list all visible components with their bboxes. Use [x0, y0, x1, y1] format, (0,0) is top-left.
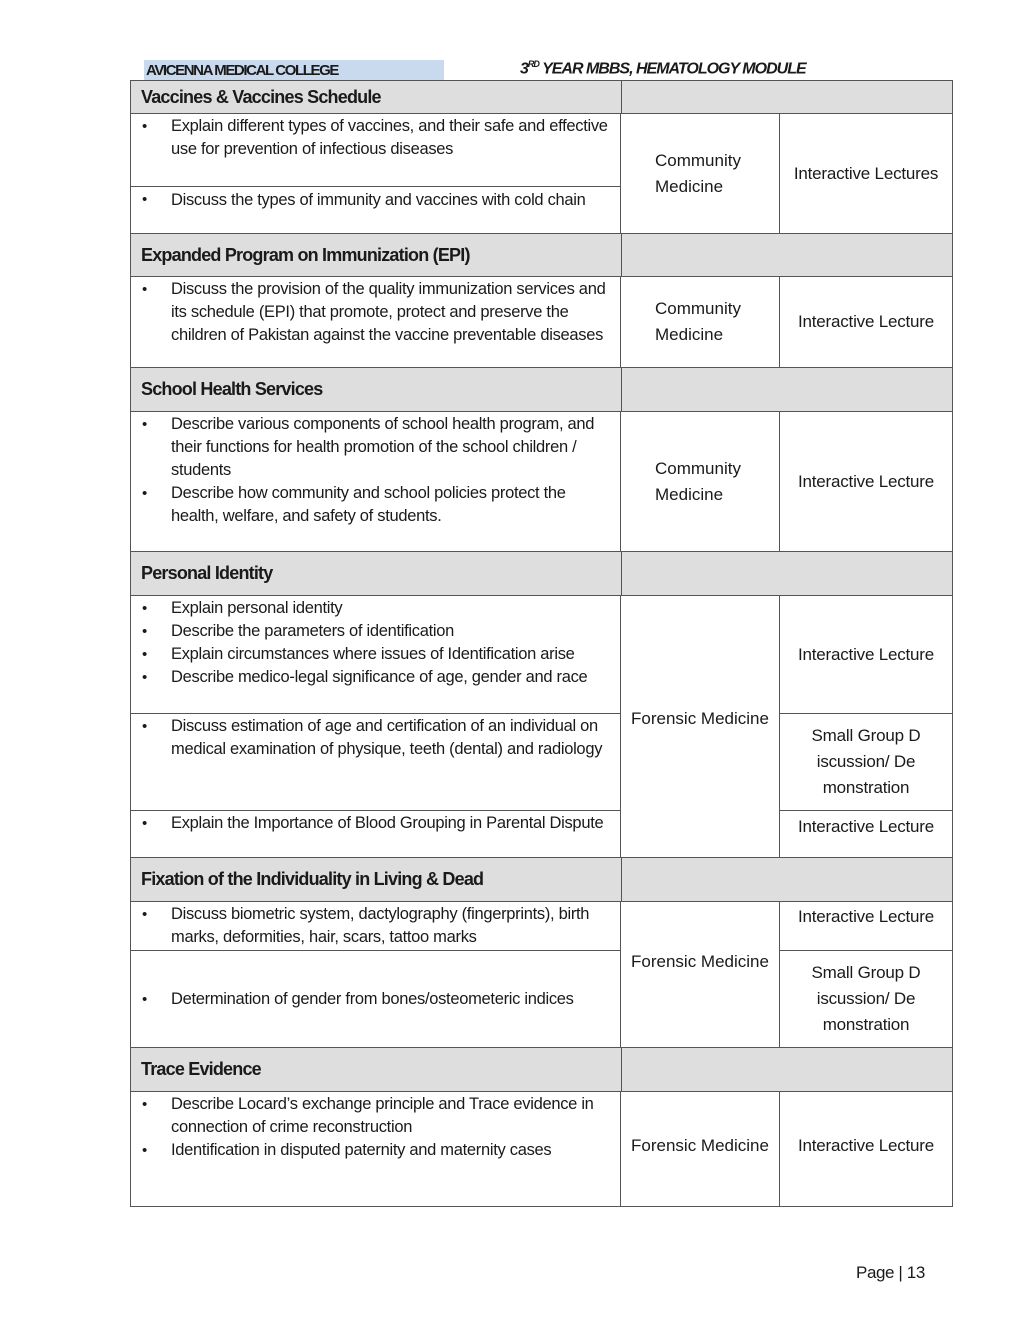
objective-item: • Describe Locard’s exchange principle and Trace evidence in connection of crime reconstruction	[131, 1093, 620, 1139]
college-name: AVICENNA MEDICAL COLLEGE	[144, 60, 444, 80]
page-number: Page | 13	[856, 1263, 925, 1282]
teaching-method: Interactive Lecture	[797, 1136, 935, 1155]
objective-item: • Explain personal identity	[131, 597, 620, 620]
objective-cell	[130, 810, 621, 858]
objective-cell	[130, 901, 621, 951]
section-header-epi	[130, 233, 953, 277]
objective-cell	[130, 186, 621, 234]
section-header-trace-evidence	[130, 1047, 953, 1092]
method-cell	[779, 595, 953, 714]
method-cell	[779, 1091, 953, 1207]
objective-cell	[130, 113, 621, 187]
module-year-number: 3	[520, 60, 528, 78]
section-title: Vaccines & Vaccines Schedule	[141, 86, 381, 107]
teaching-method: Interactive Lecture	[797, 471, 935, 491]
section-title: School Health Services	[141, 379, 323, 399]
objective-cell	[130, 713, 621, 811]
department-cell	[620, 113, 780, 234]
objective-cell	[130, 276, 621, 368]
objective-item: • Describe medico-legal significance of age, gender and race	[131, 666, 620, 689]
department-cell	[620, 901, 780, 1048]
teaching-method: Interactive Lecture	[797, 817, 935, 836]
section-title: Fixation of the Individuality in Living & Dead	[141, 869, 484, 889]
objective-cell	[130, 1091, 621, 1207]
teaching-method: Interactive Lectures	[793, 163, 939, 183]
method-cell	[779, 113, 953, 234]
objective-item: • Explain circumstances where issues of Identification arise	[131, 643, 620, 666]
objective-item: • Explain the Importance of Blood Grouping in Parental Dispute	[131, 812, 620, 835]
teaching-method: Interactive Lecture	[797, 907, 935, 926]
section-title: Trace Evidence	[141, 1059, 261, 1079]
department-label: Community Medicine	[655, 299, 741, 344]
section-title: Personal Identity	[141, 563, 273, 583]
method-cell	[779, 901, 953, 951]
objective-item: • Discuss the provision of the quality immunization services and its schedule (EPI) that promote, protect and preserve the children of Pakistan against the vaccine preventable diseases	[131, 278, 620, 347]
department-cell	[620, 276, 780, 368]
method-cell	[779, 950, 953, 1048]
department-label: Community Medicine	[655, 458, 741, 504]
module-year-suffix: RD	[527, 59, 539, 69]
objective-item: • Explain different types of vaccines, and their safe and effective use for prevention of infectious diseases	[131, 115, 620, 161]
department-label: Forensic Medicine	[631, 951, 769, 971]
objective-cell	[130, 950, 621, 1048]
method-cell	[779, 810, 953, 858]
department-label: Forensic Medicine	[631, 1136, 769, 1155]
teaching-method: Small Group Discussion/ Demonstration	[811, 726, 921, 797]
objective-item: • Describe various components of school health program, and their functions for health promotion of the school children / students	[131, 413, 620, 482]
objective-item: • Identification in disputed paternity and maternity cases	[131, 1139, 620, 1162]
method-cell	[779, 411, 953, 552]
objective-item: • Discuss the types of immunity and vaccines with cold chain	[131, 188, 620, 212]
department-label: Community Medicine	[655, 150, 741, 196]
module-title-rest: YEAR MBBS, HEMATOLOGY MODULE	[538, 60, 806, 78]
objective-item: • Describe the parameters of identification	[131, 620, 620, 643]
teaching-method: Interactive Lecture	[797, 312, 935, 331]
department-label: Forensic Medicine	[631, 708, 769, 728]
objective-cell	[130, 595, 621, 714]
section-title: Expanded Program on Immunization (EPI)	[141, 244, 470, 265]
teaching-method: Interactive Lecture	[797, 644, 935, 664]
section-header-fixation	[130, 857, 953, 902]
objective-cell	[130, 411, 621, 552]
department-cell	[620, 595, 780, 858]
section-header-vaccines	[130, 80, 953, 114]
objective-item: • Discuss biometric system, dactylography (fingerprints), birth marks, deformities, hair, scars, tattoo marks	[131, 903, 620, 949]
method-cell	[779, 713, 953, 811]
department-cell	[620, 1091, 780, 1207]
department-cell	[620, 411, 780, 552]
teaching-method: Small Group Discussion/ Demonstration	[811, 963, 921, 1034]
objective-item: • Discuss estimation of age and certification of an individual on medical examination of physique, teeth (dental) and radiology	[131, 715, 620, 761]
section-header-school-health	[130, 367, 953, 412]
method-cell	[779, 276, 953, 368]
objective-item: • Describe how community and school policies protect the health, welfare, and safety of students.	[131, 482, 620, 528]
section-header-personal-identity	[130, 551, 953, 596]
objective-item: • Determination of gender from bones/osteometeric indices	[131, 988, 580, 1011]
module-title	[520, 59, 806, 78]
